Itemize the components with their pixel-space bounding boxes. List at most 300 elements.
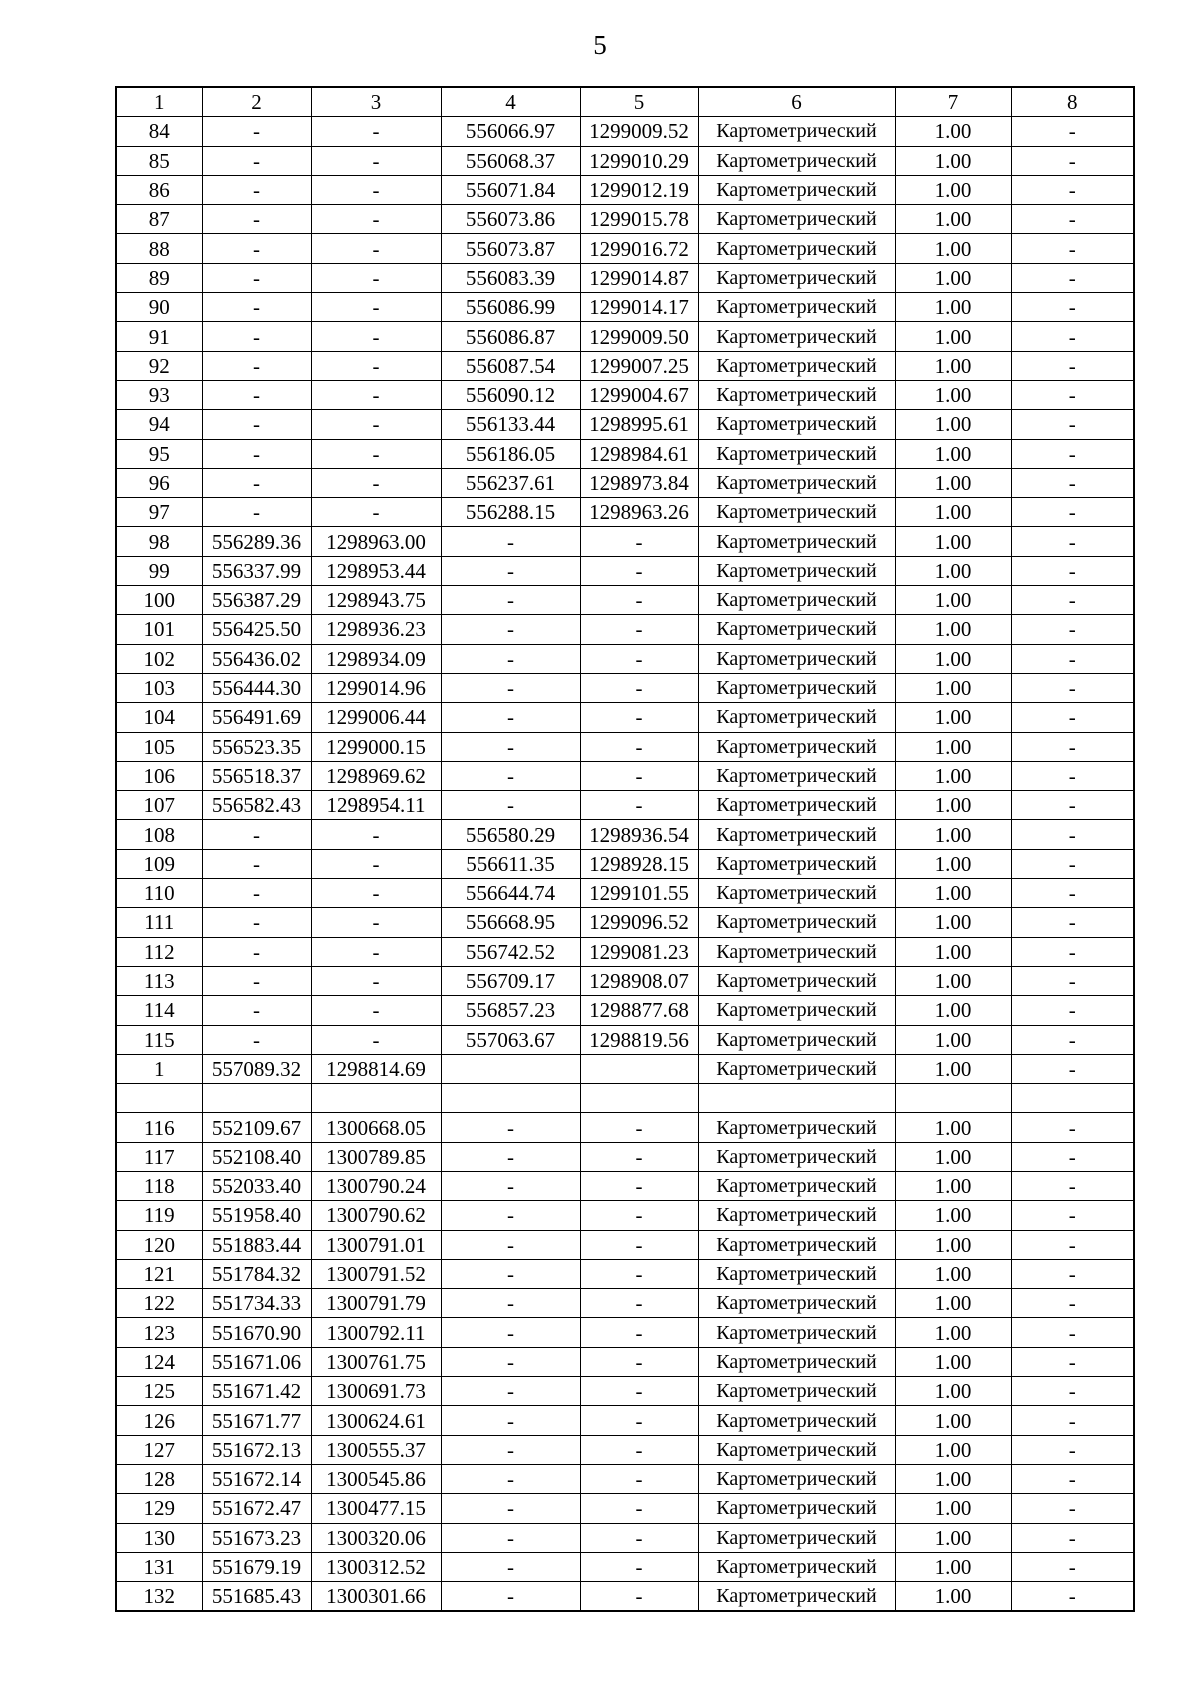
y-existing-cell: - xyxy=(311,879,441,908)
x-new-cell: - xyxy=(441,1230,580,1259)
description-cell: - xyxy=(1011,703,1134,732)
y-new-cell: 1298819.56 xyxy=(580,1025,698,1054)
y-existing-cell: - xyxy=(311,996,441,1025)
y-existing-cell: - xyxy=(311,468,441,497)
description-cell: - xyxy=(1011,498,1134,527)
point-number-cell: 131 xyxy=(116,1552,202,1581)
description-cell: - xyxy=(1011,849,1134,878)
table-row xyxy=(116,1406,1134,1435)
x-new-cell: - xyxy=(441,1552,580,1581)
point-number-cell: 87 xyxy=(116,205,202,234)
x-existing-cell: 551734.33 xyxy=(202,1289,311,1318)
accuracy-cell: 1.00 xyxy=(895,322,1011,351)
description-cell: - xyxy=(1011,175,1134,204)
accuracy-cell: 1.00 xyxy=(895,1259,1011,1288)
x-new-cell: 556237.61 xyxy=(441,468,580,497)
y-existing-cell: 1298934.09 xyxy=(311,644,441,673)
accuracy-cell: 1.00 xyxy=(895,1582,1011,1612)
point-number-cell: 120 xyxy=(116,1230,202,1259)
table-row xyxy=(116,879,1134,908)
accuracy-cell: 1.00 xyxy=(895,1171,1011,1200)
table-row xyxy=(116,791,1134,820)
x-existing-cell: - xyxy=(202,380,311,409)
x-existing-cell: - xyxy=(202,117,311,146)
accuracy-cell: 1.00 xyxy=(895,234,1011,263)
method-cell: Картометрический xyxy=(698,791,895,820)
method-cell: Картометрический xyxy=(698,293,895,322)
x-new-cell: - xyxy=(441,1377,580,1406)
table-row xyxy=(116,1054,1134,1083)
y-new-cell: - xyxy=(580,1318,698,1347)
y-existing-cell: 1298954.11 xyxy=(311,791,441,820)
x-new-cell xyxy=(441,1054,580,1083)
method-cell: Картометрический xyxy=(698,1406,895,1435)
x-existing-cell: 556337.99 xyxy=(202,556,311,585)
y-existing-cell: 1300668.05 xyxy=(311,1113,441,1142)
y-new-cell: 1299009.50 xyxy=(580,322,698,351)
table-row xyxy=(116,351,1134,380)
description-cell: - xyxy=(1011,1435,1134,1464)
accuracy-cell: 1.00 xyxy=(895,1201,1011,1230)
point-number-cell: 1 xyxy=(116,1054,202,1083)
description-cell: - xyxy=(1011,380,1134,409)
y-existing-cell: 1300789.85 xyxy=(311,1142,441,1171)
description-cell: - xyxy=(1011,146,1134,175)
table-row xyxy=(116,1025,1134,1054)
y-existing-cell: - xyxy=(311,146,441,175)
y-new-cell: - xyxy=(580,791,698,820)
x-existing-cell: - xyxy=(202,966,311,995)
y-existing-cell: 1300320.06 xyxy=(311,1523,441,1552)
y-existing-cell: 1298969.62 xyxy=(311,761,441,790)
method-cell: Картометрический xyxy=(698,527,895,556)
y-new-cell: 1298877.68 xyxy=(580,996,698,1025)
method-cell xyxy=(698,1084,895,1113)
x-new-cell: 556073.87 xyxy=(441,234,580,263)
y-existing-cell: 1300555.37 xyxy=(311,1435,441,1464)
y-existing-cell: - xyxy=(311,820,441,849)
point-number-cell: 113 xyxy=(116,966,202,995)
y-new-cell xyxy=(580,1054,698,1083)
description-cell: - xyxy=(1011,937,1134,966)
description-cell: - xyxy=(1011,439,1134,468)
point-number-cell: 110 xyxy=(116,879,202,908)
point-number-cell: 85 xyxy=(116,146,202,175)
y-new-cell: - xyxy=(580,1289,698,1318)
accuracy-cell: 1.00 xyxy=(895,175,1011,204)
accuracy-cell: 1.00 xyxy=(895,439,1011,468)
description-cell: - xyxy=(1011,1289,1134,1318)
x-new-cell: - xyxy=(441,1201,580,1230)
description-cell: - xyxy=(1011,293,1134,322)
method-cell: Картометрический xyxy=(698,234,895,263)
y-new-cell: 1299014.17 xyxy=(580,293,698,322)
point-number-cell: 93 xyxy=(116,380,202,409)
description-cell: - xyxy=(1011,1201,1134,1230)
table-row xyxy=(116,908,1134,937)
method-cell: Картометрический xyxy=(698,1377,895,1406)
header-cell: 5 xyxy=(580,87,698,117)
table-row xyxy=(116,556,1134,585)
method-cell: Картометрический xyxy=(698,849,895,878)
y-new-cell: - xyxy=(580,761,698,790)
method-cell: Картометрический xyxy=(698,439,895,468)
x-existing-cell: - xyxy=(202,351,311,380)
method-cell: Картометрический xyxy=(698,410,895,439)
method-cell: Картометрический xyxy=(698,1054,895,1083)
description-cell: - xyxy=(1011,966,1134,995)
point-number-cell: 125 xyxy=(116,1377,202,1406)
table-row xyxy=(116,322,1134,351)
x-new-cell: 556742.52 xyxy=(441,937,580,966)
x-new-cell: 557063.67 xyxy=(441,1025,580,1054)
y-new-cell: - xyxy=(580,703,698,732)
point-number-cell: 107 xyxy=(116,791,202,820)
table-row xyxy=(116,1171,1134,1200)
x-new-cell: - xyxy=(441,556,580,585)
table-header-row xyxy=(116,87,1134,117)
y-new-cell: - xyxy=(580,556,698,585)
method-cell: Картометрический xyxy=(698,1201,895,1230)
point-number-cell: 102 xyxy=(116,644,202,673)
accuracy-cell: 1.00 xyxy=(895,849,1011,878)
y-existing-cell: - xyxy=(311,908,441,937)
y-new-cell: 1299004.67 xyxy=(580,380,698,409)
x-new-cell: - xyxy=(441,1289,580,1318)
accuracy-cell: 1.00 xyxy=(895,1552,1011,1581)
method-cell: Картометрический xyxy=(698,644,895,673)
point-number-cell: 116 xyxy=(116,1113,202,1142)
accuracy-cell: 1.00 xyxy=(895,586,1011,615)
point-number-cell: 95 xyxy=(116,439,202,468)
table-row xyxy=(116,673,1134,702)
y-existing-cell: - xyxy=(311,205,441,234)
method-cell: Картометрический xyxy=(698,468,895,497)
x-new-cell: - xyxy=(441,586,580,615)
x-existing-cell: 552109.67 xyxy=(202,1113,311,1142)
table-row xyxy=(116,820,1134,849)
method-cell: Картометрический xyxy=(698,205,895,234)
x-new-cell: - xyxy=(441,1171,580,1200)
y-new-cell xyxy=(580,1084,698,1113)
accuracy-cell: 1.00 xyxy=(895,1113,1011,1142)
y-new-cell: - xyxy=(580,527,698,556)
y-existing-cell: - xyxy=(311,966,441,995)
x-new-cell: - xyxy=(441,791,580,820)
header-cell: 7 xyxy=(895,87,1011,117)
accuracy-cell: 1.00 xyxy=(895,996,1011,1025)
x-new-cell: 556133.44 xyxy=(441,410,580,439)
description-cell: - xyxy=(1011,673,1134,702)
x-existing-cell: - xyxy=(202,263,311,292)
accuracy-cell: 1.00 xyxy=(895,879,1011,908)
description-cell: - xyxy=(1011,1318,1134,1347)
y-new-cell: - xyxy=(580,1406,698,1435)
point-number-cell: 91 xyxy=(116,322,202,351)
y-existing-cell: - xyxy=(311,263,441,292)
table-row xyxy=(116,175,1134,204)
accuracy-cell: 1.00 xyxy=(895,1494,1011,1523)
y-existing-cell: 1298953.44 xyxy=(311,556,441,585)
y-new-cell: - xyxy=(580,1347,698,1376)
accuracy-cell: 1.00 xyxy=(895,673,1011,702)
page-number: 5 xyxy=(593,30,607,60)
table-row xyxy=(116,1552,1134,1581)
header-cell: 4 xyxy=(441,87,580,117)
table-row xyxy=(116,732,1134,761)
table-row xyxy=(116,439,1134,468)
table-row xyxy=(116,966,1134,995)
method-cell: Картометрический xyxy=(698,1494,895,1523)
x-existing-cell: - xyxy=(202,439,311,468)
y-existing-cell: 1300791.79 xyxy=(311,1289,441,1318)
y-new-cell: 1298963.26 xyxy=(580,498,698,527)
coordinates-table xyxy=(115,86,1135,1612)
y-existing-cell: - xyxy=(311,439,441,468)
y-existing-cell: - xyxy=(311,293,441,322)
point-number-cell: 101 xyxy=(116,615,202,644)
point-number-cell: 99 xyxy=(116,556,202,585)
point-number-cell: 105 xyxy=(116,732,202,761)
x-existing-cell: - xyxy=(202,937,311,966)
y-new-cell: - xyxy=(580,673,698,702)
x-new-cell: - xyxy=(441,615,580,644)
method-cell: Картометрический xyxy=(698,996,895,1025)
x-new-cell: 556083.39 xyxy=(441,263,580,292)
table-row xyxy=(116,761,1134,790)
accuracy-cell: 1.00 xyxy=(895,703,1011,732)
point-number-cell: 132 xyxy=(116,1582,202,1612)
description-cell: - xyxy=(1011,879,1134,908)
table-row xyxy=(116,937,1134,966)
accuracy-cell: 1.00 xyxy=(895,1025,1011,1054)
y-new-cell: - xyxy=(580,1201,698,1230)
x-new-cell: - xyxy=(441,1523,580,1552)
description-cell: - xyxy=(1011,820,1134,849)
y-new-cell: - xyxy=(580,1259,698,1288)
x-existing-cell: 551679.19 xyxy=(202,1552,311,1581)
y-existing-cell: 1300477.15 xyxy=(311,1494,441,1523)
y-new-cell: 1298928.15 xyxy=(580,849,698,878)
accuracy-cell: 1.00 xyxy=(895,732,1011,761)
description-cell: - xyxy=(1011,205,1134,234)
point-number-cell: 98 xyxy=(116,527,202,556)
y-existing-cell: - xyxy=(311,175,441,204)
x-existing-cell: 551672.47 xyxy=(202,1494,311,1523)
accuracy-cell: 1.00 xyxy=(895,1230,1011,1259)
point-number-cell: 123 xyxy=(116,1318,202,1347)
description-cell: - xyxy=(1011,732,1134,761)
table-row xyxy=(116,1230,1134,1259)
accuracy-cell: 1.00 xyxy=(895,146,1011,175)
x-existing-cell: 551670.90 xyxy=(202,1318,311,1347)
table-row xyxy=(116,146,1134,175)
method-cell: Картометрический xyxy=(698,732,895,761)
y-existing-cell: - xyxy=(311,849,441,878)
method-cell: Картометрический xyxy=(698,1142,895,1171)
method-cell: Картометрический xyxy=(698,615,895,644)
table-row xyxy=(116,1523,1134,1552)
y-existing-cell: - xyxy=(311,937,441,966)
y-new-cell: - xyxy=(580,1523,698,1552)
description-cell: - xyxy=(1011,644,1134,673)
point-number-cell: 89 xyxy=(116,263,202,292)
accuracy-cell: 1.00 xyxy=(895,351,1011,380)
accuracy-cell: 1.00 xyxy=(895,1054,1011,1083)
accuracy-cell: 1.00 xyxy=(895,908,1011,937)
header-cell: 8 xyxy=(1011,87,1134,117)
table-row xyxy=(116,586,1134,615)
description-cell: - xyxy=(1011,908,1134,937)
x-existing-cell: 556518.37 xyxy=(202,761,311,790)
description-cell: - xyxy=(1011,1347,1134,1376)
x-new-cell: 556086.99 xyxy=(441,293,580,322)
table-row xyxy=(116,380,1134,409)
y-new-cell: 1299016.72 xyxy=(580,234,698,263)
description-cell xyxy=(1011,1084,1134,1113)
table-row xyxy=(116,1259,1134,1288)
y-existing-cell: 1300545.86 xyxy=(311,1464,441,1493)
x-new-cell: 556066.97 xyxy=(441,117,580,146)
x-new-cell: - xyxy=(441,1435,580,1464)
x-new-cell: - xyxy=(441,1406,580,1435)
x-existing-cell: 556491.69 xyxy=(202,703,311,732)
point-number-cell: 97 xyxy=(116,498,202,527)
accuracy-cell: 1.00 xyxy=(895,761,1011,790)
point-number-cell: 124 xyxy=(116,1347,202,1376)
point-number-cell: 128 xyxy=(116,1464,202,1493)
accuracy-cell: 1.00 xyxy=(895,615,1011,644)
x-existing-cell: - xyxy=(202,879,311,908)
table-row xyxy=(116,1113,1134,1142)
point-number-cell: 114 xyxy=(116,996,202,1025)
accuracy-cell: 1.00 xyxy=(895,293,1011,322)
y-new-cell: 1298908.07 xyxy=(580,966,698,995)
description-cell: - xyxy=(1011,996,1134,1025)
table-row xyxy=(116,234,1134,263)
method-cell: Картометрический xyxy=(698,1347,895,1376)
table-row xyxy=(116,1084,1134,1113)
y-new-cell: 1299096.52 xyxy=(580,908,698,937)
description-cell: - xyxy=(1011,1025,1134,1054)
x-new-cell: - xyxy=(441,1582,580,1612)
x-new-cell: 556090.12 xyxy=(441,380,580,409)
accuracy-cell: 1.00 xyxy=(895,966,1011,995)
x-existing-cell: 556289.36 xyxy=(202,527,311,556)
y-new-cell: - xyxy=(580,1377,698,1406)
y-new-cell: - xyxy=(580,586,698,615)
point-number-cell: 86 xyxy=(116,175,202,204)
y-existing-cell xyxy=(311,1084,441,1113)
accuracy-cell: 1.00 xyxy=(895,1142,1011,1171)
x-new-cell: 556580.29 xyxy=(441,820,580,849)
description-cell: - xyxy=(1011,1523,1134,1552)
x-new-cell: 556073.86 xyxy=(441,205,580,234)
description-cell: - xyxy=(1011,791,1134,820)
description-cell: - xyxy=(1011,468,1134,497)
table-row xyxy=(116,1582,1134,1612)
description-cell: - xyxy=(1011,1406,1134,1435)
table-row xyxy=(116,1435,1134,1464)
method-cell: Картометрический xyxy=(698,1113,895,1142)
accuracy-cell: 1.00 xyxy=(895,380,1011,409)
y-new-cell: - xyxy=(580,644,698,673)
y-existing-cell: 1298936.23 xyxy=(311,615,441,644)
method-cell: Картометрический xyxy=(698,937,895,966)
table-row xyxy=(116,644,1134,673)
x-existing-cell: 556523.35 xyxy=(202,732,311,761)
x-existing-cell: - xyxy=(202,820,311,849)
table-row xyxy=(116,996,1134,1025)
y-existing-cell: 1299000.15 xyxy=(311,732,441,761)
description-cell: - xyxy=(1011,1259,1134,1288)
method-cell: Картометрический xyxy=(698,586,895,615)
x-new-cell xyxy=(441,1084,580,1113)
point-number-cell: 92 xyxy=(116,351,202,380)
method-cell: Картометрический xyxy=(698,1025,895,1054)
y-existing-cell: 1300312.52 xyxy=(311,1552,441,1581)
y-new-cell: - xyxy=(580,1113,698,1142)
accuracy-cell: 1.00 xyxy=(895,263,1011,292)
point-number-cell: 109 xyxy=(116,849,202,878)
x-existing-cell: 552108.40 xyxy=(202,1142,311,1171)
header-cell: 6 xyxy=(698,87,895,117)
accuracy-cell: 1.00 xyxy=(895,1435,1011,1464)
y-existing-cell: - xyxy=(311,498,441,527)
method-cell: Картометрический xyxy=(698,673,895,702)
description-cell: - xyxy=(1011,410,1134,439)
y-existing-cell: - xyxy=(311,117,441,146)
table-row xyxy=(116,468,1134,497)
x-new-cell: - xyxy=(441,1347,580,1376)
description-cell: - xyxy=(1011,1113,1134,1142)
y-new-cell: 1299007.25 xyxy=(580,351,698,380)
x-new-cell: - xyxy=(441,761,580,790)
description-cell: - xyxy=(1011,556,1134,585)
table-row xyxy=(116,263,1134,292)
method-cell: Картометрический xyxy=(698,703,895,732)
table-row xyxy=(116,1201,1134,1230)
accuracy-cell: 1.00 xyxy=(895,1523,1011,1552)
y-new-cell: 1298984.61 xyxy=(580,439,698,468)
accuracy-cell: 1.00 xyxy=(895,820,1011,849)
point-number-cell: 129 xyxy=(116,1494,202,1523)
x-new-cell: 556709.17 xyxy=(441,966,580,995)
y-existing-cell: 1299014.96 xyxy=(311,673,441,702)
description-cell: - xyxy=(1011,1494,1134,1523)
y-existing-cell: 1298963.00 xyxy=(311,527,441,556)
accuracy-cell: 1.00 xyxy=(895,468,1011,497)
x-existing-cell: 551784.32 xyxy=(202,1259,311,1288)
y-new-cell: 1298973.84 xyxy=(580,468,698,497)
y-existing-cell: 1298943.75 xyxy=(311,586,441,615)
x-existing-cell: 556425.50 xyxy=(202,615,311,644)
point-number-cell: 90 xyxy=(116,293,202,322)
table-row xyxy=(116,703,1134,732)
method-cell: Картометрический xyxy=(698,761,895,790)
description-cell: - xyxy=(1011,234,1134,263)
accuracy-cell: 1.00 xyxy=(895,1464,1011,1493)
table-row xyxy=(116,117,1134,146)
x-new-cell: - xyxy=(441,732,580,761)
point-number-cell: 111 xyxy=(116,908,202,937)
accuracy-cell: 1.00 xyxy=(895,937,1011,966)
x-new-cell: - xyxy=(441,1464,580,1493)
table-row xyxy=(116,1464,1134,1493)
y-new-cell: - xyxy=(580,615,698,644)
accuracy-cell xyxy=(895,1084,1011,1113)
y-existing-cell: 1300790.24 xyxy=(311,1171,441,1200)
